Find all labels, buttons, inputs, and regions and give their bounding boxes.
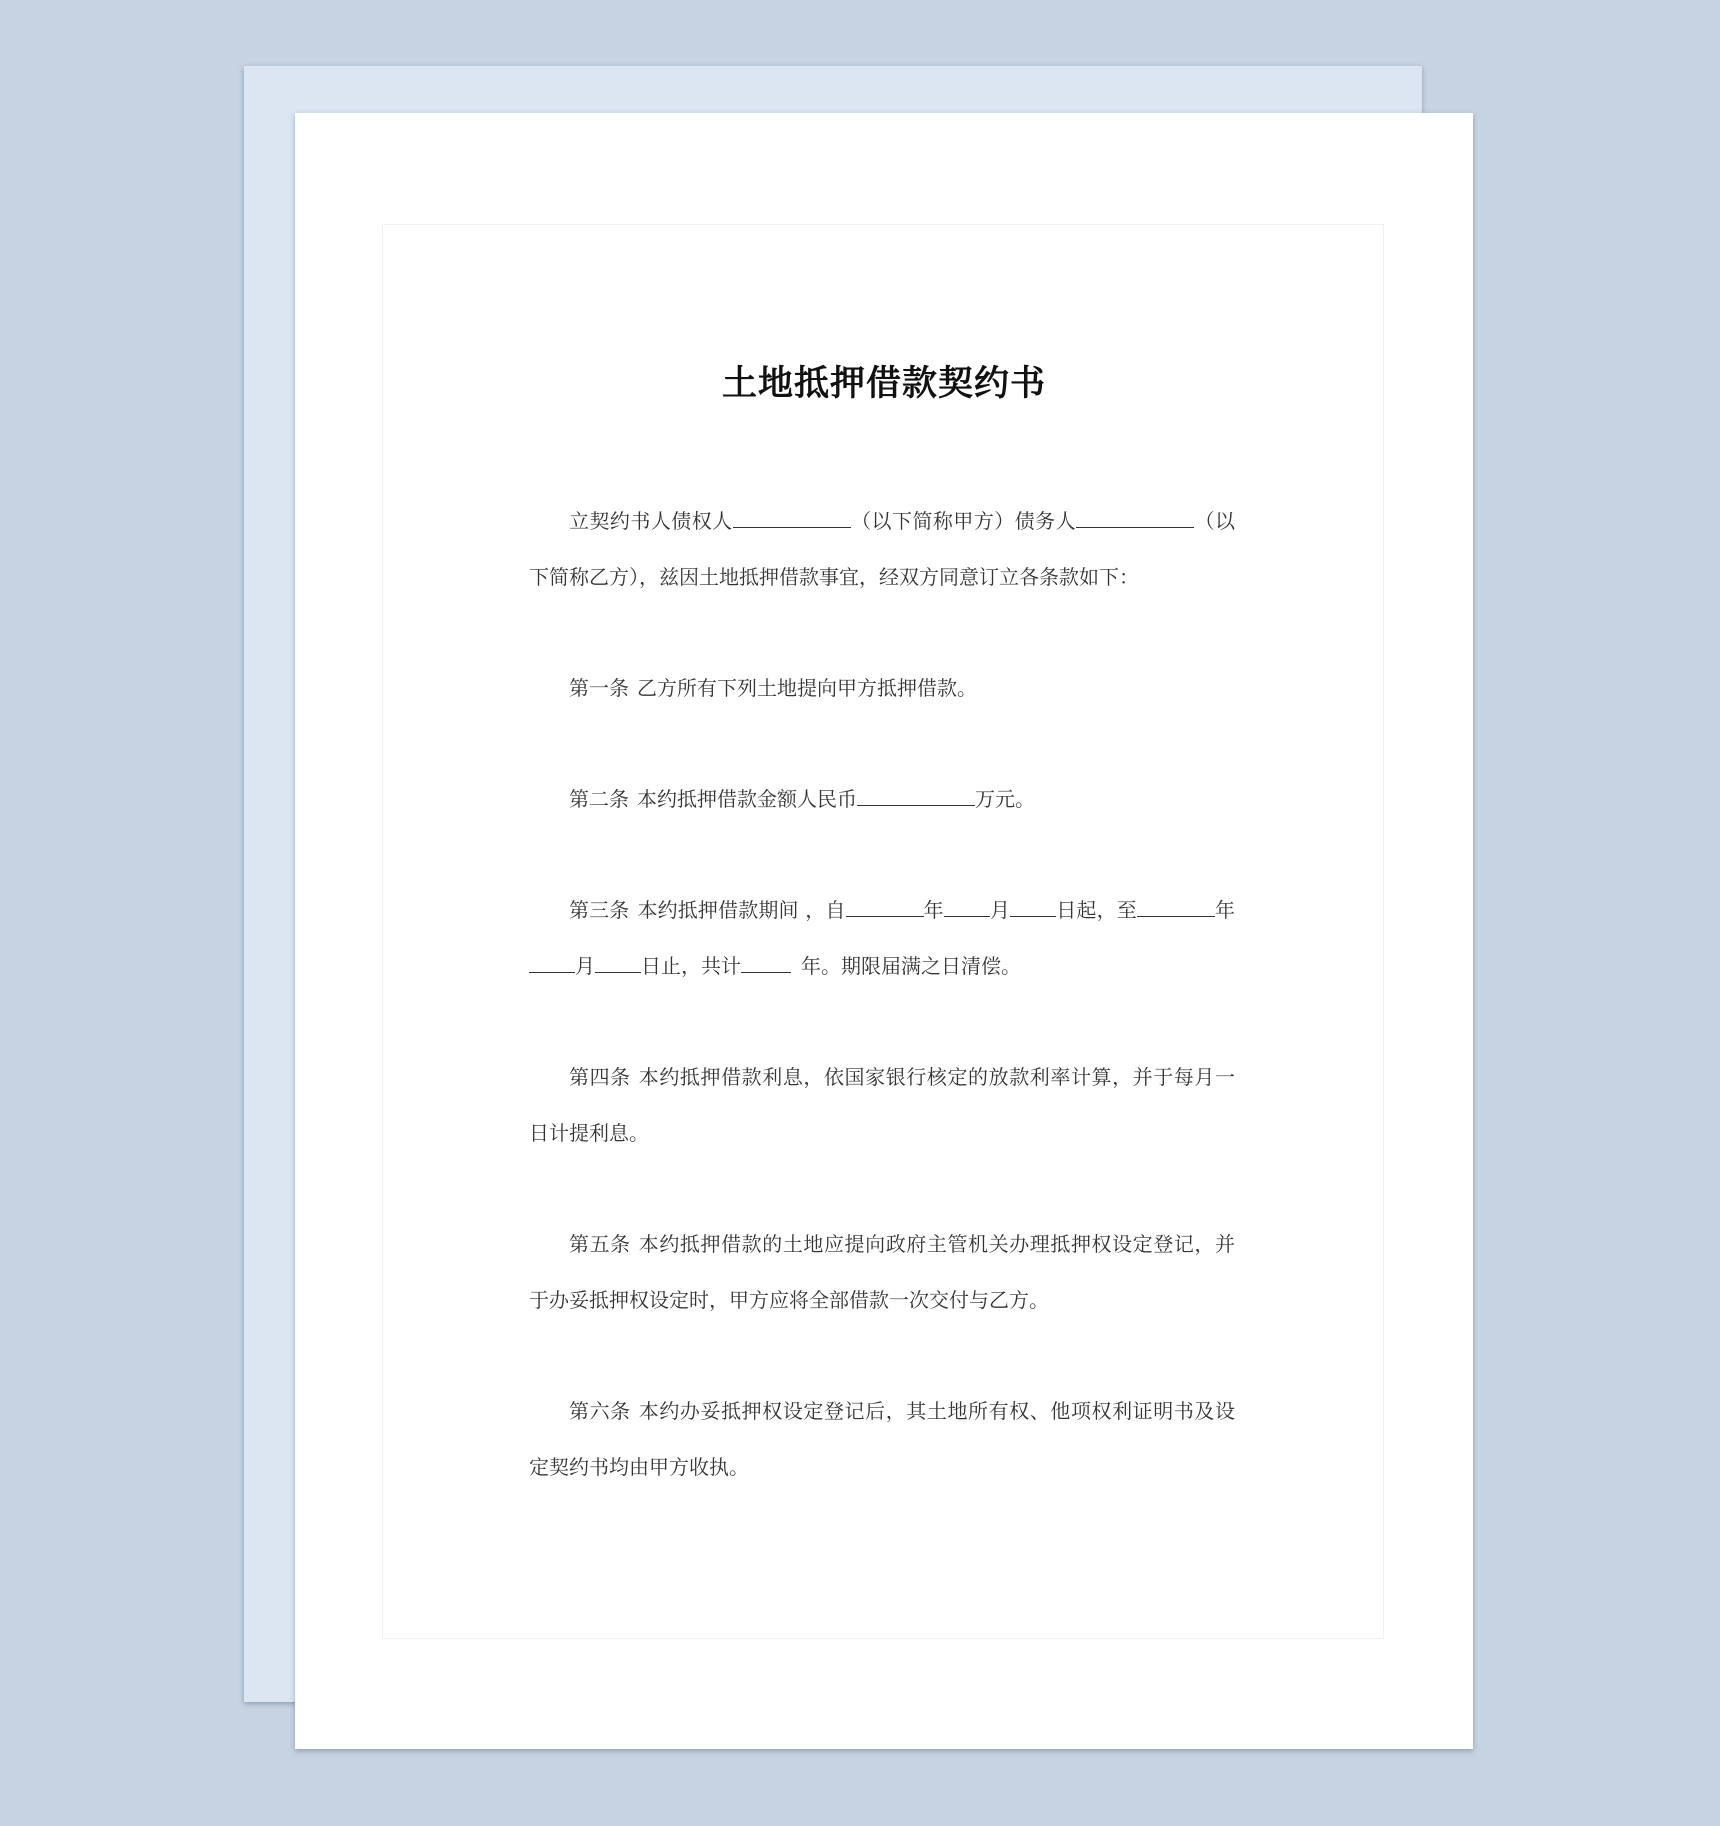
document-body <box>529 493 1235 1550</box>
clause-6-text: 本约办妥抵押权设定登记后，其土地所有权、他项权利证明书及设定契约书均由甲方收执。 <box>529 1399 1236 1479</box>
start-month-blank <box>944 898 990 917</box>
end-month-blank <box>529 954 575 973</box>
preamble-text-3: （以下简称乙方），兹因土地抵押借款事宜，经双方同意订立各条款如下： <box>529 509 1236 589</box>
total-years-blank <box>741 954 791 973</box>
clause-6-label: 第六条 <box>569 1399 631 1423</box>
document-title: 土地抵押借款契约书 <box>721 364 1046 404</box>
clause-1-text: 乙方所有下列土地提向甲方抵押借款。 <box>637 676 977 700</box>
clause-2-text-after: 万元。 <box>975 787 1035 811</box>
clause-2 <box>529 771 1235 827</box>
clause-3-text-4: 日起，至 <box>1056 898 1137 922</box>
clause-4 <box>529 1049 1235 1161</box>
start-day-blank <box>1010 898 1056 917</box>
clause-4-text: 本约抵押借款利息，依国家银行核定的放款利率计算，并于每月一日计提利息。 <box>529 1065 1236 1145</box>
clause-3-text-3: 月 <box>989 898 1011 922</box>
preamble-text-1: 立契约书人债权人 <box>569 509 733 533</box>
clause-5-label: 第五条 <box>569 1232 631 1256</box>
loan-amount-blank <box>857 787 975 806</box>
end-year-blank <box>1137 898 1215 917</box>
clause-4-label: 第四条 <box>569 1065 631 1089</box>
clause-3-text-8: 年。期限届满之日清偿。 <box>801 954 1021 978</box>
clause-1-label: 第一条 <box>569 676 629 700</box>
clause-5 <box>529 1216 1235 1328</box>
clause-3-text-1: 本约抵押借款期间 ，自 <box>637 898 846 922</box>
clause-3 <box>529 882 1235 994</box>
clause-3-text-5: 年 <box>1214 898 1236 922</box>
clause-6 <box>529 1383 1235 1495</box>
debtor-name-blank <box>1076 509 1194 528</box>
preamble-paragraph <box>529 493 1235 605</box>
end-day-blank <box>595 954 641 973</box>
clause-3-text-2: 年 <box>923 898 944 922</box>
clause-3-text-7: 日止，共计 <box>641 954 741 978</box>
creditor-name-blank <box>733 509 851 528</box>
document-page <box>295 113 1473 1749</box>
preamble-text-2: （以下简称甲方）债务人 <box>850 509 1077 533</box>
clause-3-label: 第三条 <box>569 898 630 922</box>
start-year-blank <box>846 898 924 917</box>
clause-5-text: 本约抵押借款的土地应提向政府主管机关办理抵押权设定登记，并于办妥抵押权设定时，甲方应将全部借款一次交付与乙方。 <box>529 1232 1236 1312</box>
clause-2-text-before: 本约抵押借款金额人民币 <box>637 787 857 811</box>
clause-3-text-6: 月 <box>575 954 595 978</box>
clause-2-label: 第二条 <box>569 787 629 811</box>
clause-1 <box>529 660 1235 716</box>
